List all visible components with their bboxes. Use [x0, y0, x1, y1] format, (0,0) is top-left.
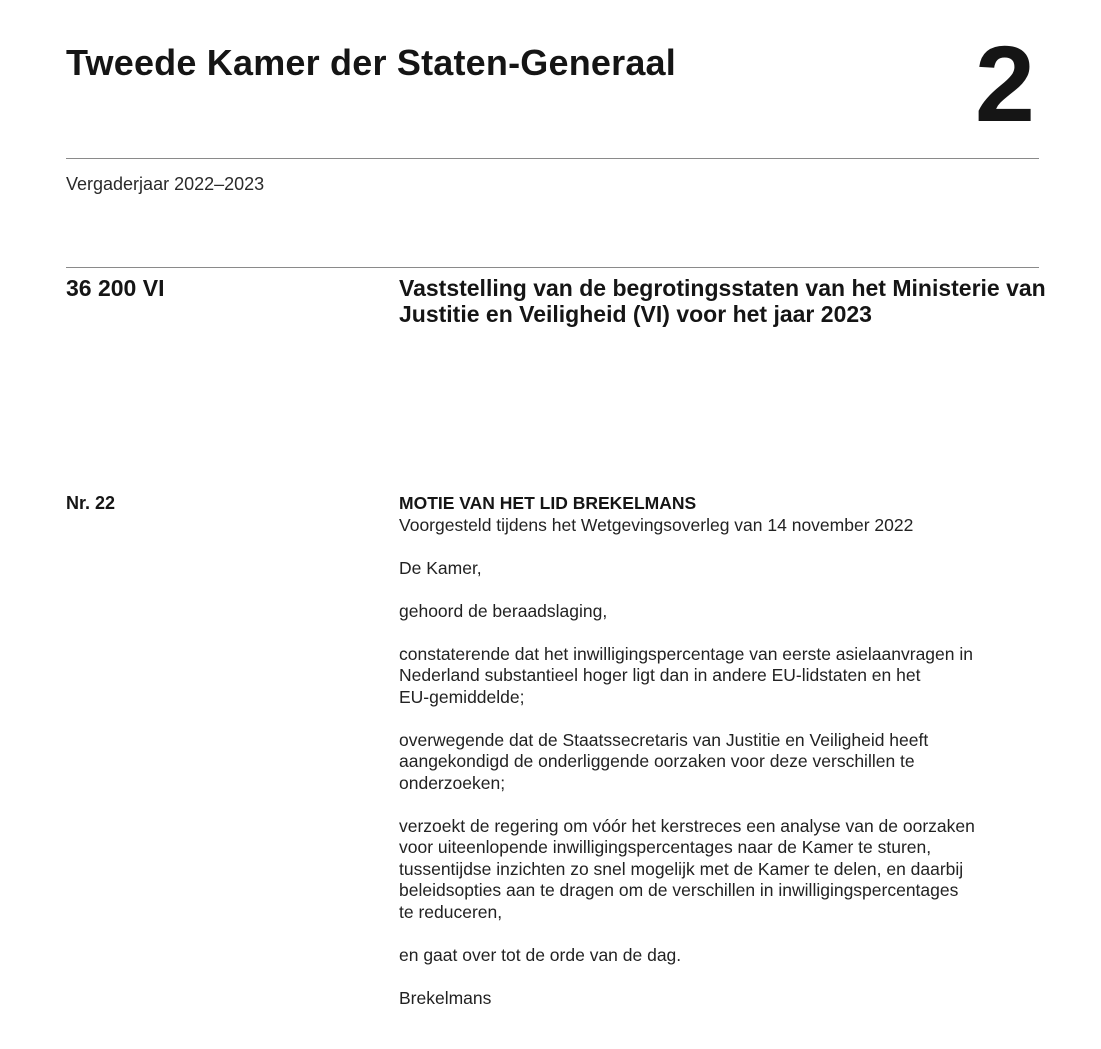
- motion-paragraph: overwegende dat de Staatssecretaris van Justitie en Veiligheid heeft aangekondigd de onderliggende oorzaken voor deze verschillen te onderzoeken;: [399, 729, 929, 793]
- dossier-title: Vaststelling van de begrotingsstaten van het Ministerie van Justitie en Veiligheid (VI) voor het jaar 2023: [399, 275, 1046, 327]
- chamber-title: Tweede Kamer der Staten-Generaal: [66, 42, 676, 83]
- motion-body: [399, 493, 1049, 1009]
- motion-paragraph: gehoord de beraadslaging,: [399, 600, 608, 621]
- motion-paragraph: en gaat over tot de orde van de dag.: [399, 944, 682, 965]
- motion-signature: Brekelmans: [399, 987, 492, 1008]
- document-series-number: 2: [974, 23, 1035, 144]
- dossier-number: 36 200 VI: [66, 275, 165, 301]
- dossier-divider: [66, 267, 1039, 268]
- motion-subheading: Voorgesteld tijdens het Wetgevingsoverleg van 14 november 2022: [399, 514, 914, 535]
- motion-paragraph: verzoekt de regering om vóór het kerstreces een analyse van de oorzaken voor uiteenlopende inwilligingspercentages naar de Kamer te sturen, tussentijdse inzichten zo snel mogelijk met de Kamer te delen, en daarbij beleidsopties aan te dragen om de verschillen in inwilligingspercentages te reduceren,: [399, 815, 975, 922]
- meeting-year: Vergaderjaar 2022–2023: [66, 174, 265, 194]
- motion-paragraph: De Kamer,: [399, 557, 482, 578]
- header-divider: [66, 158, 1039, 159]
- document-number: Nr. 22: [66, 493, 116, 513]
- motion-paragraph: constaterende dat het inwilligingspercentage van eerste asielaanvragen in Nederland substantieel hoger ligt dan in andere EU-lidstaten en het EU-gemiddelde;: [399, 643, 973, 707]
- motion-heading: MOTIE VAN HET LID BREKELMANS: [399, 493, 697, 513]
